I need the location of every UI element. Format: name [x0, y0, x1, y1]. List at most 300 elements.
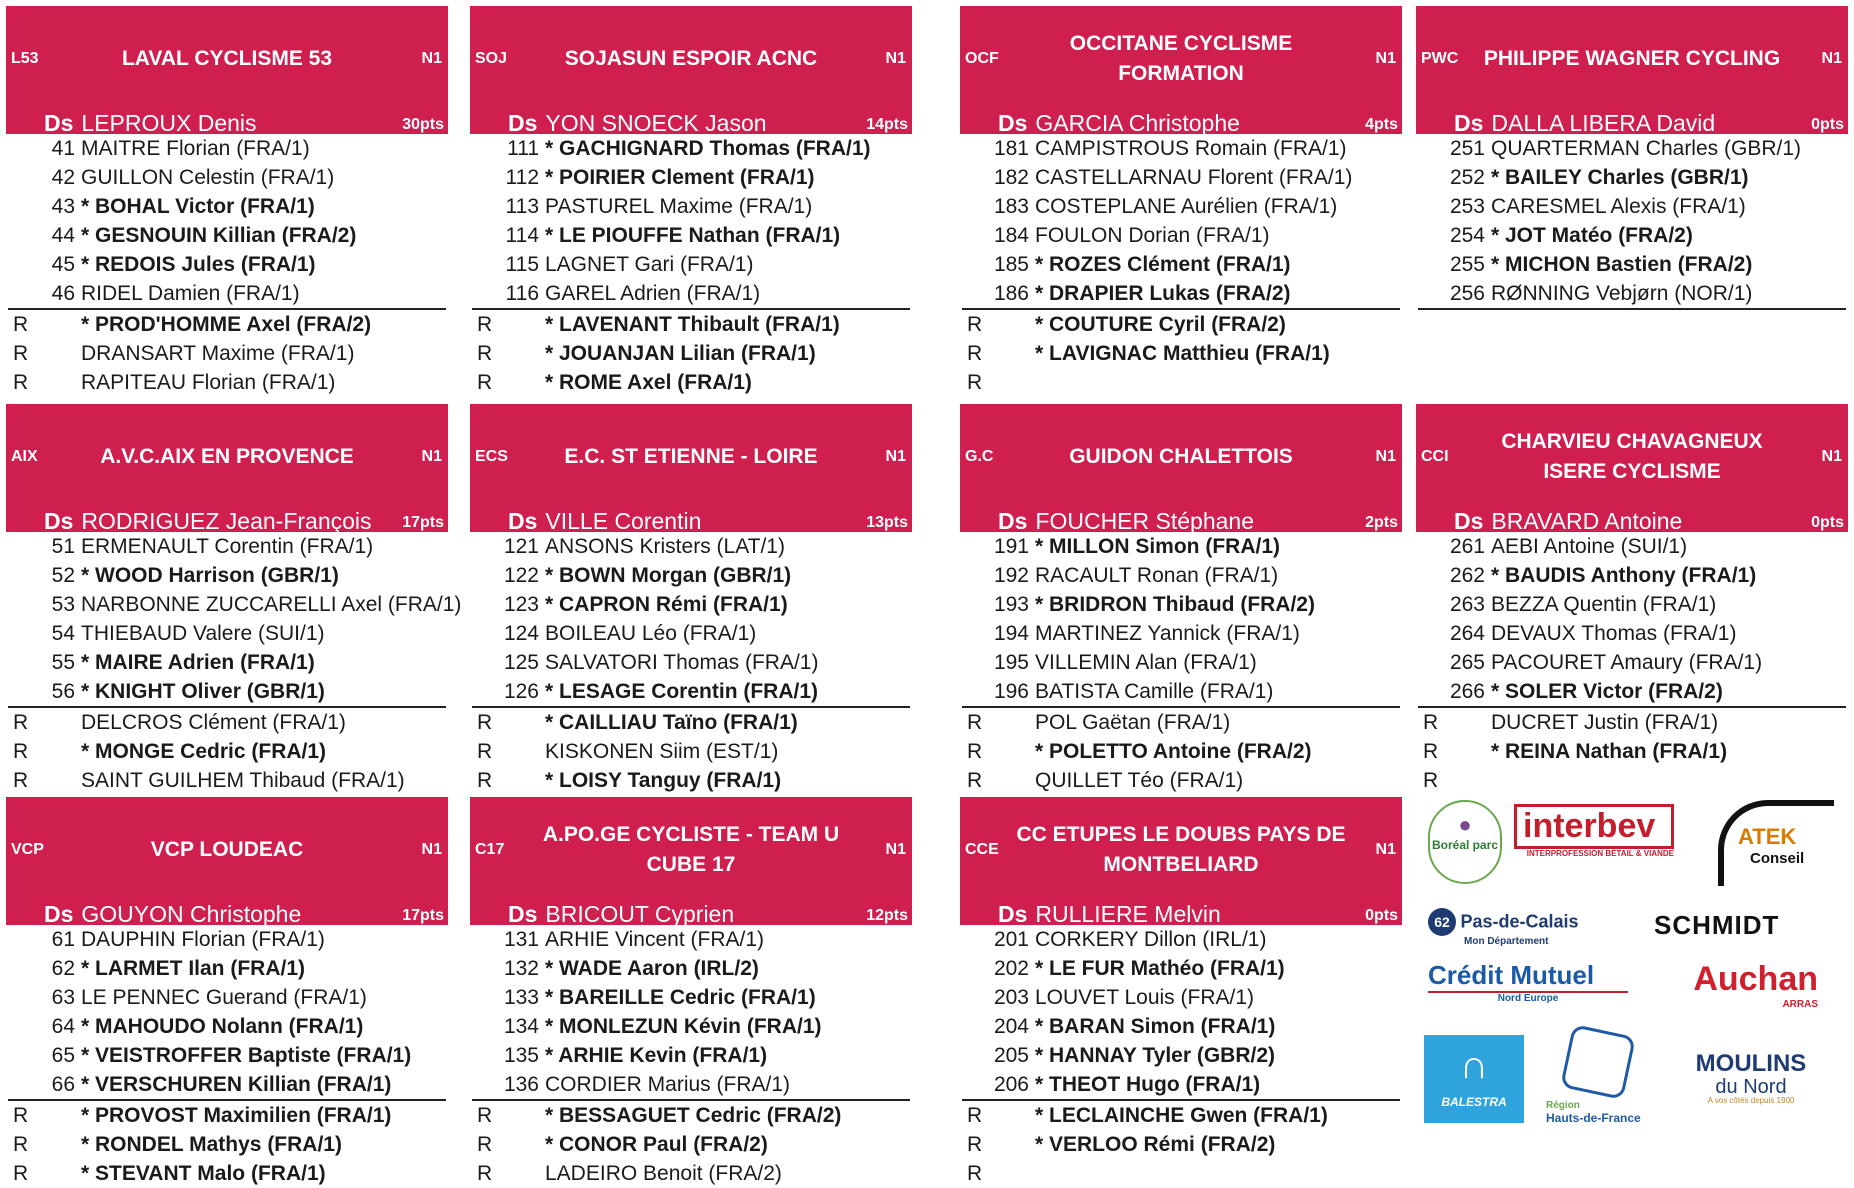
- team-name: OCCITANE CYCLISME FORMATION: [1069, 32, 1293, 85]
- team-name: PHILIPPE WAGNER CYCLING: [1483, 47, 1781, 70]
- rider-row: [470, 954, 912, 983]
- reserve-row: [6, 310, 448, 339]
- reserve-name: * STEVANT Malo (FRA/1): [81, 1162, 326, 1185]
- reserve-name: * COUTURE Cyril (FRA/2): [1035, 313, 1286, 336]
- rider-name: * CAPRON Rémi (FRA/1): [545, 593, 788, 616]
- team-points: 12pts: [866, 907, 908, 924]
- reserve-row: [960, 339, 1402, 368]
- ds-name: RULLIERE Melvin: [1035, 901, 1221, 927]
- reserve-marker: R: [477, 1162, 493, 1185]
- reserve-row: [470, 368, 912, 397]
- reserve-marker: R: [477, 1104, 493, 1127]
- rider-row: [6, 925, 448, 954]
- reserve-name: * LAVIGNAC Matthieu (FRA/1): [1035, 342, 1330, 365]
- rider-row: [6, 954, 448, 983]
- team-name: A.PO.GE CYCLISTE - TEAM U CUBE 17: [542, 823, 840, 876]
- sports-director: [44, 901, 384, 928]
- reserve-marker: R: [477, 313, 493, 336]
- sponsor-logos: [1418, 790, 1854, 1166]
- rider-number: 255: [1449, 253, 1485, 276]
- rider-number: 206: [993, 1073, 1029, 1096]
- rider-row: [960, 983, 1402, 1012]
- rider-number: 251: [1449, 137, 1485, 160]
- rider-name: NARBONNE ZUCCARELLI Axel (FRA/1): [81, 593, 462, 616]
- rider-list: [6, 925, 448, 1188]
- rider-row: [6, 250, 448, 279]
- rider-name: PACOURET Amaury (FRA/1): [1491, 651, 1763, 674]
- ds-name: GARCIA Christophe: [1035, 110, 1240, 136]
- rider-row: [6, 279, 448, 308]
- ds-label: Ds: [1454, 508, 1484, 534]
- rider-row: [470, 532, 912, 561]
- team-header: [1416, 6, 1848, 134]
- reserve-row: [960, 310, 1402, 339]
- rider-name: * ARHIE Kevin (FRA/1): [545, 1044, 768, 1067]
- rider-name: BEZZA Quentin (FRA/1): [1491, 593, 1717, 616]
- rider-row: [470, 163, 912, 192]
- team-block: [6, 404, 462, 795]
- rider-number: 52: [51, 564, 75, 587]
- team-code: VCP: [11, 841, 44, 858]
- rider-name: SALVATORI Thomas (FRA/1): [545, 651, 819, 674]
- rider-name: CAMPISTROUS Romain (FRA/1): [1035, 137, 1347, 160]
- rider-name: * WOOD Harrison (GBR/1): [81, 564, 339, 587]
- reserve-marker: R: [1423, 711, 1439, 734]
- team-block: [470, 404, 912, 795]
- rider-list: [470, 134, 912, 397]
- rider-name: CASTELLARNAU Florent (FRA/1): [1035, 166, 1353, 189]
- moulins-du-nord-logo: MOULINS du Nord A vos côtés depuis 1900: [1695, 1050, 1807, 1105]
- rider-row: [6, 1041, 448, 1070]
- rider-row: [470, 221, 912, 250]
- team-points: 17pts: [402, 514, 444, 531]
- team-header: [470, 404, 912, 532]
- team-block: [960, 404, 1402, 795]
- ds-label: Ds: [44, 110, 74, 136]
- rider-row: [470, 250, 912, 279]
- team-code: PWC: [1421, 50, 1459, 67]
- rider-name: * MICHON Bastien (FRA/2): [1491, 253, 1753, 276]
- rider-name: * POIRIER Clement (FRA/1): [545, 166, 815, 189]
- rider-number: 51: [51, 535, 75, 558]
- rider-name: * BOWN Morgan (GBR/1): [545, 564, 792, 587]
- team-header: [6, 404, 448, 532]
- team-code: ECS: [475, 448, 508, 465]
- rider-name: * THEOT Hugo (FRA/1): [1035, 1073, 1261, 1096]
- sports-director: [44, 110, 384, 137]
- rider-number: 41: [51, 137, 75, 160]
- reserve-name: * LAVENANT Thibault (FRA/1): [545, 313, 840, 336]
- reserve-row: [470, 1101, 912, 1130]
- balestra-logo: ∩ BALESTRA: [1424, 1035, 1524, 1123]
- rider-row: [6, 192, 448, 221]
- reserve-row: [6, 737, 448, 766]
- rider-name: * LARMET Ilan (FRA/1): [81, 957, 305, 980]
- ds-label: Ds: [998, 508, 1028, 534]
- sports-director: [508, 110, 848, 137]
- reserve-marker: R: [477, 1133, 493, 1156]
- rider-row: [960, 648, 1402, 677]
- reserve-row: [470, 766, 912, 795]
- rider-number: 261: [1449, 535, 1485, 558]
- rider-number: 54: [51, 622, 75, 645]
- rider-row: [6, 619, 448, 648]
- team-code: CCE: [965, 841, 999, 858]
- ds-label: Ds: [508, 508, 538, 534]
- reserve-marker: R: [13, 371, 29, 394]
- credit-mutuel-logo: Crédit Mutuel Nord Europe: [1428, 960, 1628, 1010]
- rider-number: 194: [993, 622, 1029, 645]
- rider-name: BATISTA Camille (FRA/1): [1035, 680, 1274, 703]
- rider-row: [1416, 250, 1848, 279]
- rider-name: * JOT Matéo (FRA/2): [1491, 224, 1693, 247]
- rider-list: [1416, 134, 1848, 310]
- team-division: N1: [1821, 448, 1842, 465]
- reserve-marker: R: [477, 769, 493, 792]
- rider-number: 256: [1449, 282, 1485, 305]
- rider-number: 203: [993, 986, 1029, 1009]
- team-division: N1: [421, 50, 442, 67]
- team-name: CHARVIEU CHAVAGNEUX ISERE CYCLISME: [1501, 430, 1763, 483]
- reserve-row: [6, 1130, 448, 1159]
- rider-number: 186: [993, 282, 1029, 305]
- rider-row: [960, 677, 1402, 706]
- team-block: [470, 797, 912, 1188]
- pas-de-calais-logo: 62 Pas-de-Calais Mon Département: [1428, 908, 1618, 948]
- rider-name: QUARTERMAN Charles (GBR/1): [1491, 137, 1801, 160]
- reserve-row: [470, 708, 912, 737]
- rider-name: ANSONS Kristers (LAT/1): [545, 535, 785, 558]
- team-points: 2pts: [1365, 514, 1398, 531]
- reserve-row: [960, 1101, 1402, 1130]
- rider-name: * LE FUR Mathéo (FRA/1): [1035, 957, 1285, 980]
- reserve-marker: R: [1423, 740, 1439, 763]
- rider-name: RACAULT Ronan (FRA/1): [1035, 564, 1279, 587]
- rider-number: 136: [503, 1073, 539, 1096]
- rider-row: [1416, 221, 1848, 250]
- reserve-name: * BESSAGUET Cedric (FRA/2): [545, 1104, 842, 1127]
- rider-row: [470, 1070, 912, 1099]
- sports-director: [44, 508, 384, 535]
- reserve-name: * MONGE Cedric (FRA/1): [81, 740, 327, 763]
- reserve-marker: R: [13, 740, 29, 763]
- team-code: OCF: [965, 50, 999, 67]
- team-division: N1: [885, 448, 906, 465]
- rider-row: [960, 532, 1402, 561]
- rider-number: 196: [993, 680, 1029, 703]
- region-hdf-logo: Région Hauts-de-France: [1546, 1030, 1656, 1126]
- reserve-row: [6, 339, 448, 368]
- reserve-name: * POLETTO Antoine (FRA/2): [1035, 740, 1312, 763]
- team-name: E.C. ST ETIENNE - LOIRE: [564, 445, 818, 468]
- rider-name: RØNNING Vebjørn (NOR/1): [1491, 282, 1753, 305]
- team-points: 0pts: [1811, 514, 1844, 531]
- rider-number: 121: [503, 535, 539, 558]
- rider-number: 183: [993, 195, 1029, 218]
- rider-number: 111: [507, 137, 539, 160]
- team-header: [470, 797, 912, 925]
- reserve-marker: R: [967, 740, 983, 763]
- ds-name: RODRIGUEZ Jean-François: [81, 508, 372, 534]
- rider-name: * SOLER Victor (FRA/2): [1491, 680, 1723, 703]
- ds-name: LEPROUX Denis: [81, 110, 257, 136]
- reserve-name: POL Gaëtan (FRA/1): [1035, 711, 1231, 734]
- rider-name: * BAILEY Charles (GBR/1): [1491, 166, 1749, 189]
- rider-number: 132: [503, 957, 539, 980]
- rider-row: [960, 954, 1402, 983]
- rider-number: 123: [503, 593, 539, 616]
- reserve-name: QUILLET Téo (FRA/1): [1035, 769, 1244, 792]
- rider-row: [960, 925, 1402, 954]
- reserve-row: [960, 1130, 1402, 1159]
- rider-name: ERMENAULT Corentin (FRA/1): [81, 535, 374, 558]
- rider-number: 45: [51, 253, 75, 276]
- reserve-name: * JOUANJAN Lilian (FRA/1): [545, 342, 816, 365]
- reserve-marker: R: [1423, 769, 1439, 792]
- rider-row: [1416, 192, 1848, 221]
- reserve-marker: R: [967, 1133, 983, 1156]
- rider-row: [6, 1070, 448, 1099]
- rider-name: LAGNET Gari (FRA/1): [545, 253, 754, 276]
- reserve-name: * PROD'HOMME Axel (FRA/2): [81, 313, 372, 336]
- rider-number: 193: [993, 593, 1029, 616]
- team-points: 17pts: [402, 907, 444, 924]
- rider-row: [6, 983, 448, 1012]
- reserve-name: RAPITEAU Florian (FRA/1): [81, 371, 336, 394]
- reserve-row: [960, 766, 1402, 795]
- team-block: [6, 6, 448, 397]
- team-points: 4pts: [1365, 116, 1398, 133]
- auchan-logo: Auchan ARRAS: [1693, 960, 1818, 1010]
- rider-name: * BAREILLE Cedric (FRA/1): [545, 986, 816, 1009]
- rider-number: 114: [505, 224, 539, 247]
- rider-number: 61: [51, 928, 75, 951]
- rider-number: 201: [993, 928, 1029, 951]
- reserve-marker: R: [13, 1162, 29, 1185]
- rider-name: CORDIER Marius (FRA/1): [545, 1073, 791, 1096]
- team-header: [470, 6, 912, 134]
- rider-row: [960, 134, 1402, 163]
- ds-label: Ds: [508, 901, 538, 927]
- rider-name: DAUPHIN Florian (FRA/1): [81, 928, 325, 951]
- rider-name: * LE PIOUFFE Nathan (FRA/1): [545, 224, 841, 247]
- reserve-row: [470, 310, 912, 339]
- reserve-row: [470, 1130, 912, 1159]
- ds-label: Ds: [998, 901, 1028, 927]
- team-points: 13pts: [866, 514, 908, 531]
- rider-number: 263: [1449, 593, 1485, 616]
- reserve-row: [6, 368, 448, 397]
- team-header: [1416, 404, 1848, 532]
- reserve-row: [960, 737, 1402, 766]
- rider-list: [960, 134, 1402, 397]
- team-division: N1: [1821, 50, 1842, 67]
- reserve-row: [6, 1159, 448, 1188]
- team-code: C17: [475, 841, 505, 858]
- reserve-marker: R: [13, 342, 29, 365]
- rider-number: 44: [51, 224, 75, 247]
- team-block: [960, 6, 1402, 397]
- rider-name: ARHIE Vincent (FRA/1): [545, 928, 765, 951]
- reserve-name: * RONDEL Mathys (FRA/1): [81, 1133, 342, 1156]
- rider-name: GAREL Adrien (FRA/1): [545, 282, 761, 305]
- reserve-marker: R: [967, 313, 983, 336]
- rider-name: LE PENNEC Guerand (FRA/1): [81, 986, 367, 1009]
- ds-label: Ds: [44, 901, 74, 927]
- rider-row: [470, 925, 912, 954]
- rider-number: 182: [993, 166, 1029, 189]
- rider-number: 113: [505, 195, 539, 218]
- reserve-name: KISKONEN Siim (EST/1): [545, 740, 779, 763]
- rider-name: MARTINEZ Yannick (FRA/1): [1035, 622, 1300, 645]
- rider-row: [960, 590, 1402, 619]
- rider-number: 265: [1449, 651, 1485, 674]
- rider-number: 202: [993, 957, 1029, 980]
- rider-name: GUILLON Celestin (FRA/1): [81, 166, 335, 189]
- rider-name: * VEISTROFFER Baptiste (FRA/1): [81, 1044, 412, 1067]
- rider-number: 181: [993, 137, 1029, 160]
- rider-row: [470, 279, 912, 308]
- reserve-row: [1416, 737, 1848, 766]
- ds-name: BRAVARD Antoine: [1491, 508, 1683, 534]
- reserve-marker: R: [967, 342, 983, 365]
- rider-number: 253: [1449, 195, 1485, 218]
- team-points: 0pts: [1811, 116, 1844, 133]
- ds-label: Ds: [508, 110, 538, 136]
- team-block: [470, 6, 912, 397]
- rider-number: 116: [505, 282, 539, 305]
- team-code: AIX: [11, 448, 38, 465]
- sports-director: [998, 110, 1338, 137]
- rider-row: [1416, 619, 1848, 648]
- rider-row: [1416, 677, 1848, 706]
- sports-director: [1454, 110, 1794, 137]
- reserve-name: * CAILLIAU Taïno (FRA/1): [545, 711, 798, 734]
- team-code: L53: [11, 50, 39, 67]
- team-header: [6, 797, 448, 925]
- rider-row: [470, 619, 912, 648]
- boreal-logo: ● Boréal parc: [1428, 800, 1502, 884]
- team-code: CCI: [1421, 448, 1449, 465]
- reserve-name: DELCROS Clément (FRA/1): [81, 711, 346, 734]
- rider-number: 266: [1449, 680, 1485, 703]
- reserve-divider: [1418, 308, 1846, 310]
- rider-name: CARESMEL Alexis (FRA/1): [1491, 195, 1746, 218]
- rider-row: [470, 648, 912, 677]
- rider-row: [6, 590, 462, 619]
- ds-name: VILLE Corentin: [545, 508, 702, 534]
- rider-number: 55: [51, 651, 75, 674]
- rider-number: 195: [993, 651, 1029, 674]
- rider-list: [6, 134, 448, 397]
- rider-row: [960, 619, 1402, 648]
- rider-number: 46: [51, 282, 75, 305]
- rider-list: [960, 532, 1402, 795]
- team-division: N1: [1375, 50, 1396, 67]
- team-points: 30pts: [402, 116, 444, 133]
- rider-row: [6, 561, 448, 590]
- rider-name: * GACHIGNARD Thomas (FRA/1): [545, 137, 871, 160]
- reserve-row: [470, 1159, 912, 1188]
- team-name: LAVAL CYCLISME 53: [121, 47, 333, 70]
- team-block: [960, 797, 1402, 1188]
- reserve-name: * REINA Nathan (FRA/1): [1491, 740, 1728, 763]
- rider-name: * MAHOUDO Nolann (FRA/1): [81, 1015, 364, 1038]
- rider-number: 53: [51, 593, 75, 616]
- reserve-row: [6, 1101, 448, 1130]
- reserve-marker: R: [13, 711, 29, 734]
- team-header: [960, 404, 1402, 532]
- rider-name: BOILEAU Léo (FRA/1): [545, 622, 757, 645]
- rider-number: 66: [51, 1073, 75, 1096]
- rider-number: 185: [993, 253, 1029, 276]
- rider-row: [960, 221, 1402, 250]
- team-division: N1: [421, 841, 442, 858]
- team-division: N1: [885, 841, 906, 858]
- reserve-name: * ROME Axel (FRA/1): [545, 371, 752, 394]
- rider-name: * DRAPIER Lukas (FRA/2): [1035, 282, 1291, 305]
- reserve-marker: R: [477, 371, 493, 394]
- rider-name: DEVAUX Thomas (FRA/1): [1491, 622, 1737, 645]
- rider-row: [1416, 532, 1848, 561]
- reserve-name: * PROVOST Maximilien (FRA/1): [81, 1104, 392, 1127]
- team-header: [960, 6, 1402, 134]
- reserve-name: * VERLOO Rémi (FRA/2): [1035, 1133, 1276, 1156]
- rider-row: [960, 279, 1402, 308]
- rider-row: [960, 1041, 1402, 1070]
- rider-number: 133: [503, 986, 539, 1009]
- rider-number: 125: [503, 651, 539, 674]
- rider-number: 115: [505, 253, 539, 276]
- rider-row: [470, 1041, 912, 1070]
- rider-name: * ROZES Clément (FRA/1): [1035, 253, 1291, 276]
- ds-name: YON SNOECK Jason: [545, 110, 767, 136]
- rider-number: 134: [503, 1015, 539, 1038]
- rider-row: [6, 648, 448, 677]
- rider-name: * BARAN Simon (FRA/1): [1035, 1015, 1276, 1038]
- rider-row: [960, 1012, 1402, 1041]
- team-points: 14pts: [866, 116, 908, 133]
- rider-row: [960, 561, 1402, 590]
- rider-row: [6, 1012, 448, 1041]
- rider-number: 184: [993, 224, 1029, 247]
- reserve-name: SAINT GUILHEM Thibaud (FRA/1): [81, 769, 405, 792]
- rider-row: [470, 677, 912, 706]
- team-name: SOJASUN ESPOIR ACNC: [564, 47, 818, 70]
- rider-row: [470, 192, 912, 221]
- reserve-marker: R: [967, 371, 983, 394]
- rider-list: [1416, 532, 1848, 795]
- rider-name: * BRIDRON Thibaud (FRA/2): [1035, 593, 1315, 616]
- team-division: N1: [421, 448, 442, 465]
- rider-number: 65: [51, 1044, 75, 1067]
- rider-name: MAITRE Florian (FRA/1): [81, 137, 310, 160]
- rider-row: [960, 192, 1402, 221]
- rider-number: 43: [51, 195, 75, 218]
- reserve-marker: R: [967, 711, 983, 734]
- rider-number: 252: [1449, 166, 1485, 189]
- rider-row: [1416, 648, 1848, 677]
- reserve-row: [960, 708, 1402, 737]
- rider-row: [960, 1070, 1402, 1099]
- rider-name: * KNIGHT Oliver (GBR/1): [81, 680, 325, 703]
- rider-name: CORKERY Dillon (IRL/1): [1035, 928, 1267, 951]
- reserve-marker: R: [477, 342, 493, 365]
- rider-number: 63: [51, 986, 75, 1009]
- ds-name: GOUYON Christophe: [81, 901, 302, 927]
- atek-logo: ATEK Conseil: [1718, 800, 1834, 886]
- rider-name: PASTUREL Maxime (FRA/1): [545, 195, 813, 218]
